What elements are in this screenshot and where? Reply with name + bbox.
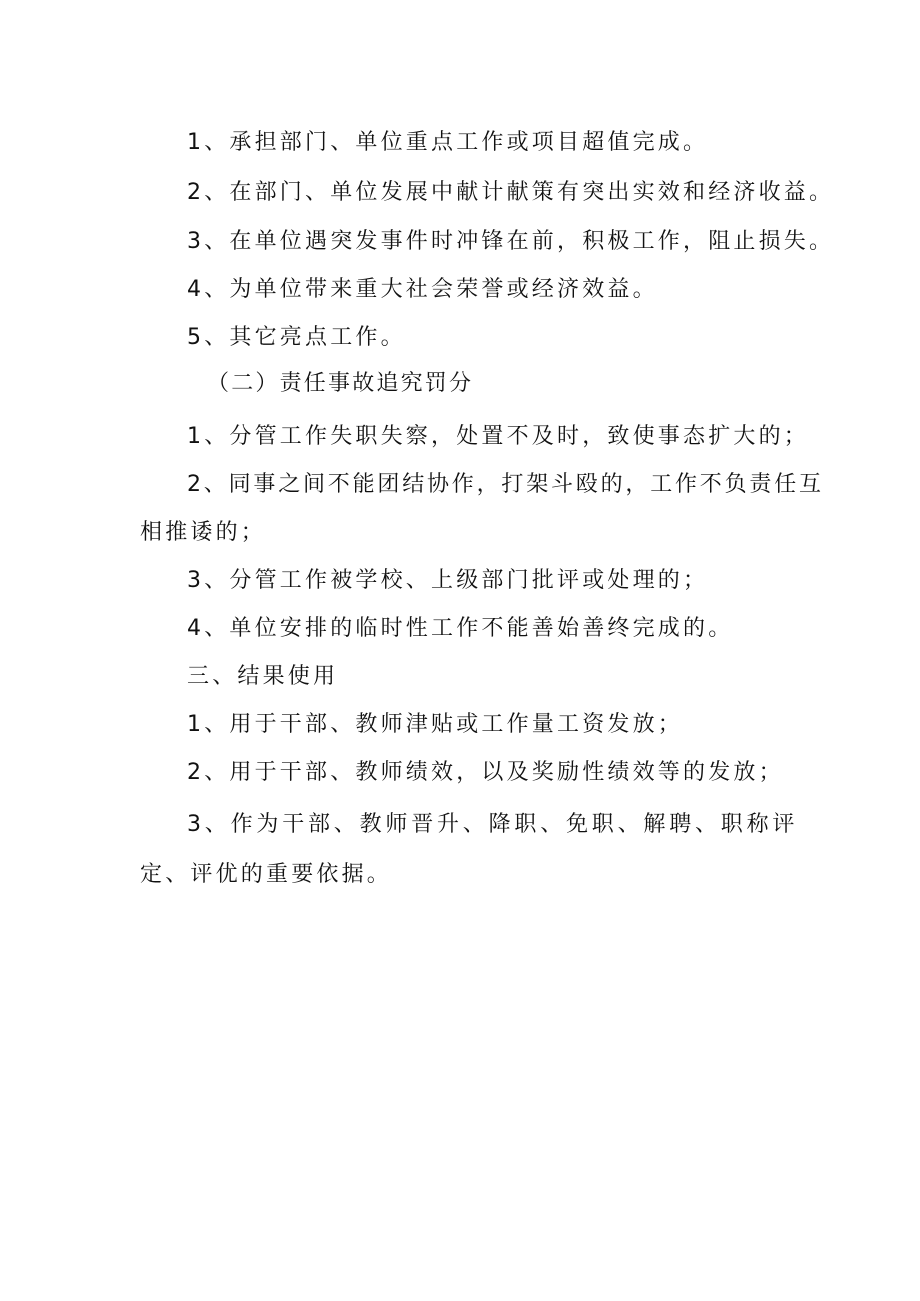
paragraph-line: 2、同事之间不能团结协作，打架斗殴的，工作不负责任互	[187, 472, 824, 497]
paragraph-line: 2、在部门、单位发展中献计献策有突出实效和经济收益。	[187, 180, 835, 205]
paragraph-line: 3、作为干部、教师晋升、降职、免职、解聘、职称评	[187, 812, 799, 837]
section-heading: （二）责任事故追究罚分	[207, 371, 474, 396]
paragraph-line: 2、用于干部、教师绩效，以及奖励性绩效等的发放；	[187, 760, 784, 785]
paragraph-line: 3、分管工作被学校、上级部门批评或处理的；	[187, 568, 709, 593]
paragraph-line: 5、其它亮点工作。	[187, 325, 406, 350]
paragraph-line: 4、为单位带来重大社会荣誉或经济效益。	[187, 277, 658, 302]
paragraph-line-continuation: 定、评优的重要依据。	[140, 862, 393, 887]
paragraph-line: 1、用于干部、教师津贴或工作量工资发放；	[187, 712, 683, 737]
paragraph-line: 1、承担部门、单位重点工作或项目超值完成。	[187, 130, 709, 155]
paragraph-line: 4、单位安排的临时性工作不能善始善终完成的。	[187, 616, 734, 641]
section-heading: 三、结果使用	[187, 664, 339, 689]
paragraph-line: 3、在单位遇突发事件时冲锋在前，积极工作，阻止损失。	[187, 229, 835, 254]
paragraph-line: 1、分管工作失职失察，处置不及时，致使事态扩大的；	[187, 424, 809, 449]
paragraph-line-continuation: 相推诿的；	[140, 520, 267, 545]
